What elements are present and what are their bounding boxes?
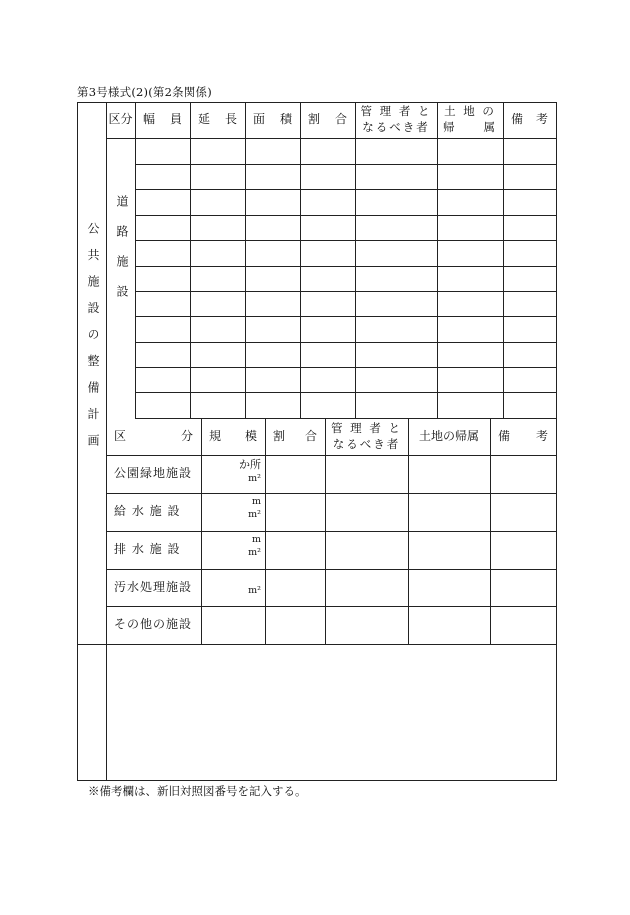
road-col-line — [437, 102, 438, 419]
road-row-line — [106, 138, 557, 139]
facility-unit: m m² — [248, 534, 261, 558]
road-row-line — [135, 367, 557, 368]
header-remarks: 備 考 — [511, 112, 548, 127]
frame-right — [556, 102, 557, 781]
header-manager: 管 理 者 と なるべき者 — [360, 104, 432, 134]
form-title: 第3号様式(2)(第2条関係) — [77, 85, 212, 99]
facility-unit: か所 m² — [239, 458, 261, 484]
facility-unit: m² — [248, 584, 261, 596]
header-kubun: 区分 — [108, 112, 133, 127]
road-col-line — [355, 102, 356, 419]
road-row-line — [135, 342, 557, 343]
road-col-line — [190, 102, 191, 419]
road-row-line — [135, 164, 557, 165]
road-col-line — [300, 102, 301, 419]
road-group-label: 道路施設 — [115, 195, 129, 315]
road-row-line — [135, 316, 557, 317]
road-row-line — [135, 392, 557, 393]
facility-row-label: 給 水 施 設 — [114, 504, 181, 519]
facility-header-land: 土地の帰属 — [418, 428, 479, 443]
header-area: 面 積 — [253, 112, 292, 127]
road-col-line — [245, 102, 246, 419]
road-row-line — [135, 266, 557, 267]
facility-row-label: 排 水 施 設 — [114, 542, 181, 557]
frame-left — [77, 102, 78, 781]
header-length: 延 長 — [198, 112, 237, 127]
facility-row-line — [106, 644, 557, 645]
facility-row-label: 公園緑地施設 — [114, 466, 193, 481]
road-header-bottom — [106, 138, 136, 139]
facility-row-label: その他の施設 — [114, 617, 193, 632]
road-row-line — [135, 240, 557, 241]
road-row-line — [135, 189, 557, 190]
facility-header-kubun: 区 分 — [114, 428, 193, 443]
header-land: 土 地 の 帰 属 — [443, 104, 497, 134]
header-width: 幅 員 — [143, 112, 182, 127]
facility-row-label: 汚水処理施設 — [114, 579, 193, 594]
facility-header-ratio: 割 合 — [273, 428, 317, 443]
road-col-divider — [135, 102, 136, 419]
frame-bottom — [77, 780, 557, 781]
road-row-line — [135, 215, 557, 216]
facility-header-scale: 規 模 — [209, 428, 257, 443]
facility-unit: m m² — [248, 496, 261, 520]
facility-header-manager: 管 理 者 と なるべき者 — [331, 420, 402, 451]
road-row-line — [135, 291, 557, 292]
facility-header-remarks: 備 考 — [498, 428, 548, 443]
footnote: ※備考欄は、新旧対照図番号を記入する。 — [88, 784, 307, 798]
header-ratio: 割 合 — [308, 112, 347, 127]
side-label: 公共施設の整備計画 — [86, 222, 100, 461]
road-col-line — [503, 102, 504, 419]
